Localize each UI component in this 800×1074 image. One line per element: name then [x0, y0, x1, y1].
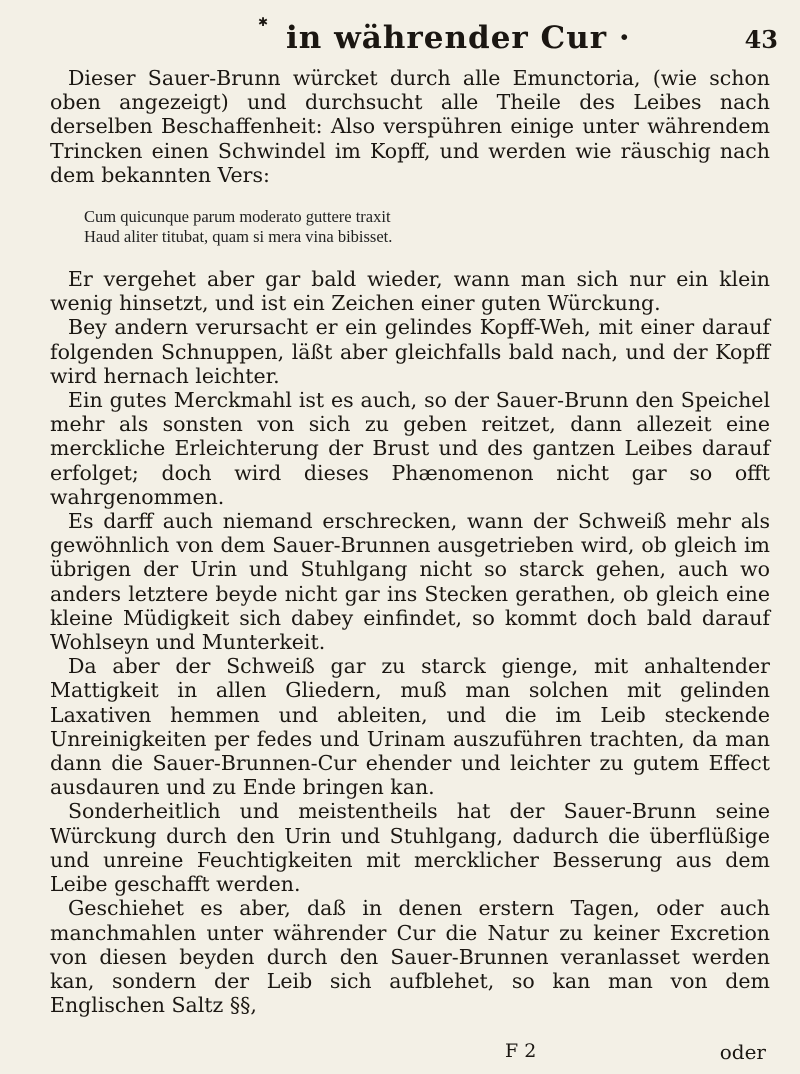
- latin-verse-quote: [84, 207, 770, 247]
- body-text: [50, 66, 770, 1017]
- page-footer: [50, 1040, 770, 1066]
- catchword: oder: [719, 1040, 766, 1064]
- paragraph: Bey andern verursacht er ein gelindes Kopff-Weh, mit einer darauf folgenden Schnuppen, läßt aber gleichfalls bald nach, und der Kopff wird hernach leichter.: [50, 315, 770, 388]
- page-header: [0, 16, 800, 60]
- verse-line-1: Cum quicunque parum moderato guttere traxit: [84, 207, 391, 227]
- signature-mark: F 2: [505, 1040, 537, 1062]
- page-number: 43: [744, 25, 778, 54]
- verse-line-2: Haud aliter titubat, quam si mera vina bibisset.: [84, 227, 393, 247]
- paragraph: Da aber der Schweiß gar zu starck gienge, mit anhaltender Mattigkeit in allen Gliedern, muß man solchen mit gelinden Laxativen hemmen und ableiten, und die im Leib steckende Unreinigkeiten per fedes und Urinam auszuführen trachten, da man dann die Sauer-Brunnen-Cur ehender und leichter zu gutem Effect ausdauren und zu Ende bringen kan.: [50, 654, 770, 800]
- running-head: in währender Cur ·: [286, 20, 631, 56]
- paragraph-intro: Dieser Sauer-Brunn würcket durch alle Emunctoria, (wie schon oben angezeigt) und durchsucht alle Theile des Leibes nach derselben Beschaffenheit: Also verspühren einige unter währendem Trincken einen Schwindel im Kopff, und werden wie räuschig nach dem bekannten Vers:: [50, 66, 770, 187]
- paragraph: Es darff auch niemand erschrecken, wann der Schweiß mehr als gewöhnlich von dem Sauer-Brunnen ausgetrieben wird, ob gleich im übrigen der Urin und Stuhlgang nicht so starck gehen, auch wo anders letztere beyde nicht gar ins Stecken gerathen, ob gleich eine kleine Müdigkeit sich dabey einfindet, so kommt doch bald darauf Wohlseyn und Munterkeit.: [50, 509, 770, 655]
- paragraph: Ein gutes Merckmahl ist es auch, so der Sauer-Brunn den Speichel mehr als sonsten von sich zu geben reitzet, dann allezeit eine merckliche Erleichterung der Brust und des gantzen Leibes darauf erfolget; doch wird dieses Phænomenon nicht gar so offt wahrgenommen.: [50, 388, 770, 509]
- paragraph: Er vergehet aber gar bald wieder, wann man sich nur ein klein wenig hinsetzt, und ist ein Zeichen einer guten Würckung.: [50, 267, 770, 316]
- paragraph: Sonderheitlich und meistentheils hat der Sauer-Brunn seine Würckung durch den Urin und Stuhlgang, dadurch die überflüßige und unreine Feuchtigkeiten mit mercklicher Besserung aus dem Leibe geschafft werden.: [50, 799, 770, 897]
- asterisk-ornament-icon: ✱: [258, 15, 269, 29]
- paragraph: Geschiehet es aber, daß in denen erstern Tagen, oder auch manchmahlen unter währender Cur die Natur zu keiner Excretion von diesen beyden durch den Sauer-Brunnen veranlasset werden kan, sondern der Leib sich aufblehet, so kan man von dem Englischen Saltz §§,: [50, 896, 770, 1018]
